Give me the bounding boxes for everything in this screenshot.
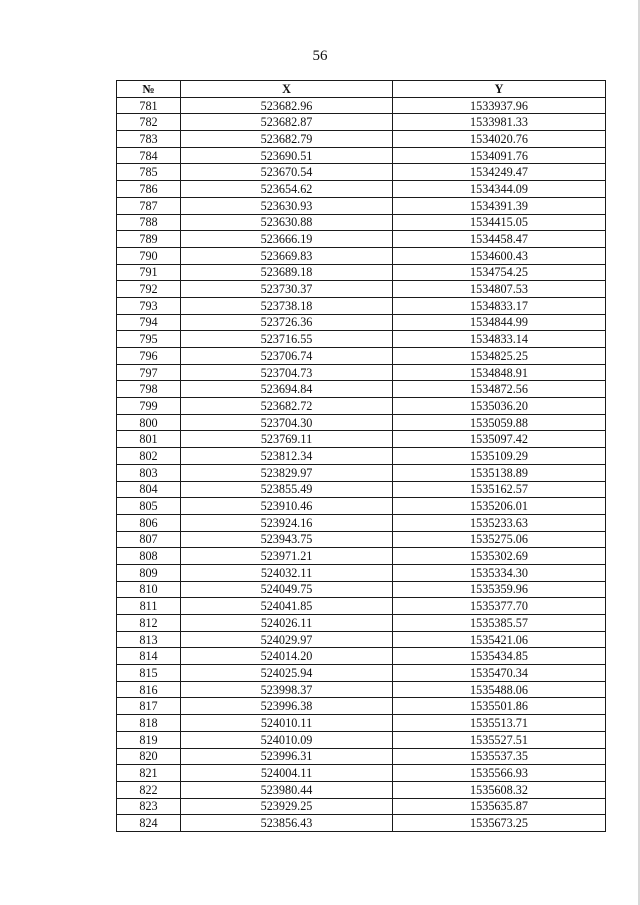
table-row	[117, 615, 606, 632]
cell-x: 523855.49	[181, 481, 393, 498]
cell-number: 789	[117, 231, 181, 248]
cell-x: 523726.36	[181, 314, 393, 331]
table-row	[117, 598, 606, 615]
cell-y: 1535206.01	[393, 498, 606, 515]
cell-number: 788	[117, 214, 181, 231]
table-row	[117, 181, 606, 198]
cell-y: 1535109.29	[393, 448, 606, 465]
cell-y: 1535537.35	[393, 748, 606, 765]
cell-number: 810	[117, 581, 181, 598]
cell-x: 523996.31	[181, 748, 393, 765]
table-row	[117, 748, 606, 765]
cell-x: 524049.75	[181, 581, 393, 598]
table-body	[117, 97, 606, 831]
table-row	[117, 731, 606, 748]
cell-y: 1535275.06	[393, 531, 606, 548]
cell-x: 524041.85	[181, 598, 393, 615]
cell-number: 801	[117, 431, 181, 448]
cell-number: 787	[117, 197, 181, 214]
table-row	[117, 214, 606, 231]
cell-x: 523704.30	[181, 414, 393, 431]
cell-x: 523996.38	[181, 698, 393, 715]
table-row	[117, 398, 606, 415]
cell-x: 523689.18	[181, 264, 393, 281]
cell-x: 523812.34	[181, 448, 393, 465]
cell-number: 812	[117, 615, 181, 632]
cell-x: 523924.16	[181, 514, 393, 531]
table-row	[117, 264, 606, 281]
cell-x: 523682.72	[181, 398, 393, 415]
cell-y: 1534458.47	[393, 231, 606, 248]
cell-x: 524010.09	[181, 731, 393, 748]
cell-y: 1535470.34	[393, 665, 606, 682]
cell-number: 783	[117, 131, 181, 148]
table-row	[117, 564, 606, 581]
cell-y: 1534848.91	[393, 364, 606, 381]
table-row	[117, 464, 606, 481]
table-header	[117, 81, 606, 98]
cell-y: 1534020.76	[393, 131, 606, 148]
cell-number: 795	[117, 331, 181, 348]
cell-number: 785	[117, 164, 181, 181]
cell-x: 524004.11	[181, 765, 393, 782]
header-x: X	[181, 81, 393, 98]
cell-x: 523730.37	[181, 281, 393, 298]
cell-number: 802	[117, 448, 181, 465]
cell-x: 523630.93	[181, 197, 393, 214]
cell-y: 1534825.25	[393, 348, 606, 365]
cell-number: 782	[117, 114, 181, 131]
cell-y: 1535513.71	[393, 715, 606, 732]
table-row	[117, 297, 606, 314]
table-row	[117, 114, 606, 131]
cell-x: 523769.11	[181, 431, 393, 448]
cell-y: 1535434.85	[393, 648, 606, 665]
table-row	[117, 581, 606, 598]
cell-y: 1534391.39	[393, 197, 606, 214]
cell-x: 523706.74	[181, 348, 393, 365]
cell-x: 523980.44	[181, 781, 393, 798]
cell-x: 523682.87	[181, 114, 393, 131]
cell-number: 796	[117, 348, 181, 365]
cell-x: 523856.43	[181, 815, 393, 832]
header-number: №	[117, 81, 181, 98]
cell-number: 813	[117, 631, 181, 648]
cell-number: 799	[117, 398, 181, 415]
cell-number: 798	[117, 381, 181, 398]
cell-x: 523669.83	[181, 247, 393, 264]
page-number: 56	[312, 48, 328, 64]
table-row	[117, 147, 606, 164]
cell-number: 804	[117, 481, 181, 498]
table-row	[117, 331, 606, 348]
cell-number: 790	[117, 247, 181, 264]
cell-number: 791	[117, 264, 181, 281]
cell-y: 1533981.33	[393, 114, 606, 131]
cell-number: 817	[117, 698, 181, 715]
cell-x: 523943.75	[181, 531, 393, 548]
cell-number: 809	[117, 564, 181, 581]
table-row	[117, 247, 606, 264]
cell-number: 824	[117, 815, 181, 832]
cell-y: 1535608.32	[393, 781, 606, 798]
table-row	[117, 431, 606, 448]
cell-number: 819	[117, 731, 181, 748]
cell-number: 815	[117, 665, 181, 682]
table-row	[117, 715, 606, 732]
cell-x: 523929.25	[181, 798, 393, 815]
cell-number: 803	[117, 464, 181, 481]
cell-x: 523630.88	[181, 214, 393, 231]
cell-x: 524014.20	[181, 648, 393, 665]
table-row	[117, 798, 606, 815]
table-row	[117, 164, 606, 181]
cell-y: 1535097.42	[393, 431, 606, 448]
cell-number: 822	[117, 781, 181, 798]
cell-x: 523690.51	[181, 147, 393, 164]
cell-y: 1534833.17	[393, 297, 606, 314]
cell-number: 806	[117, 514, 181, 531]
table-row	[117, 781, 606, 798]
cell-y: 1535302.69	[393, 548, 606, 565]
coordinates-table	[116, 80, 606, 832]
cell-y: 1535359.96	[393, 581, 606, 598]
cell-number: 814	[117, 648, 181, 665]
table-row	[117, 381, 606, 398]
cell-y: 1534844.99	[393, 314, 606, 331]
table-row	[117, 364, 606, 381]
cell-x: 523666.19	[181, 231, 393, 248]
cell-y: 1535673.25	[393, 815, 606, 832]
cell-x: 524010.11	[181, 715, 393, 732]
cell-y: 1534833.14	[393, 331, 606, 348]
cell-x: 524029.97	[181, 631, 393, 648]
cell-y: 1535162.57	[393, 481, 606, 498]
cell-y: 1535334.30	[393, 564, 606, 581]
table-row	[117, 97, 606, 114]
cell-x: 523738.18	[181, 297, 393, 314]
cell-number: 784	[117, 147, 181, 164]
cell-x: 524032.11	[181, 564, 393, 581]
cell-number: 805	[117, 498, 181, 515]
table-row	[117, 648, 606, 665]
table-row	[117, 448, 606, 465]
cell-x: 524025.94	[181, 665, 393, 682]
table-row	[117, 348, 606, 365]
cell-number: 786	[117, 181, 181, 198]
table-row	[117, 498, 606, 515]
table-row	[117, 681, 606, 698]
cell-y: 1535138.89	[393, 464, 606, 481]
table-row	[117, 131, 606, 148]
cell-x: 523704.73	[181, 364, 393, 381]
table-row	[117, 281, 606, 298]
table-row	[117, 314, 606, 331]
cell-y: 1534807.53	[393, 281, 606, 298]
table-row	[117, 481, 606, 498]
cell-x: 523694.84	[181, 381, 393, 398]
cell-y: 1534091.76	[393, 147, 606, 164]
header-y: Y	[393, 81, 606, 98]
cell-y: 1535377.70	[393, 598, 606, 615]
cell-number: 794	[117, 314, 181, 331]
cell-number: 818	[117, 715, 181, 732]
cell-y: 1535059.88	[393, 414, 606, 431]
table-row	[117, 665, 606, 682]
table-row	[117, 231, 606, 248]
cell-y: 1535421.06	[393, 631, 606, 648]
table-row	[117, 815, 606, 832]
cell-number: 823	[117, 798, 181, 815]
table-row	[117, 514, 606, 531]
cell-number: 811	[117, 598, 181, 615]
table-row	[117, 631, 606, 648]
table-row	[117, 548, 606, 565]
cell-x: 523829.97	[181, 464, 393, 481]
table-row	[117, 197, 606, 214]
cell-y: 1535635.87	[393, 798, 606, 815]
cell-y: 1534415.05	[393, 214, 606, 231]
cell-number: 821	[117, 765, 181, 782]
cell-number: 820	[117, 748, 181, 765]
cell-y: 1534754.25	[393, 264, 606, 281]
cell-x: 523682.96	[181, 97, 393, 114]
cell-number: 816	[117, 681, 181, 698]
cell-x: 523910.46	[181, 498, 393, 515]
cell-y: 1535233.63	[393, 514, 606, 531]
cell-y: 1535488.06	[393, 681, 606, 698]
cell-x: 523998.37	[181, 681, 393, 698]
header-row	[117, 81, 606, 98]
cell-number: 800	[117, 414, 181, 431]
cell-number: 781	[117, 97, 181, 114]
cell-number: 808	[117, 548, 181, 565]
table-row	[117, 531, 606, 548]
cell-number: 792	[117, 281, 181, 298]
cell-y: 1534600.43	[393, 247, 606, 264]
cell-y: 1534249.47	[393, 164, 606, 181]
cell-number: 797	[117, 364, 181, 381]
cell-y: 1534872.56	[393, 381, 606, 398]
cell-x: 524026.11	[181, 615, 393, 632]
cell-y: 1533937.96	[393, 97, 606, 114]
cell-y: 1535527.51	[393, 731, 606, 748]
cell-x: 523716.55	[181, 331, 393, 348]
cell-number: 793	[117, 297, 181, 314]
cell-y: 1535385.57	[393, 615, 606, 632]
cell-x: 523682.79	[181, 131, 393, 148]
cell-number: 807	[117, 531, 181, 548]
cell-y: 1534344.09	[393, 181, 606, 198]
table-row	[117, 698, 606, 715]
cell-x: 523670.54	[181, 164, 393, 181]
cell-y: 1535566.93	[393, 765, 606, 782]
cell-x: 523654.62	[181, 181, 393, 198]
table-row	[117, 414, 606, 431]
cell-y: 1535501.86	[393, 698, 606, 715]
cell-x: 523971.21	[181, 548, 393, 565]
table-row	[117, 765, 606, 782]
cell-y: 1535036.20	[393, 398, 606, 415]
